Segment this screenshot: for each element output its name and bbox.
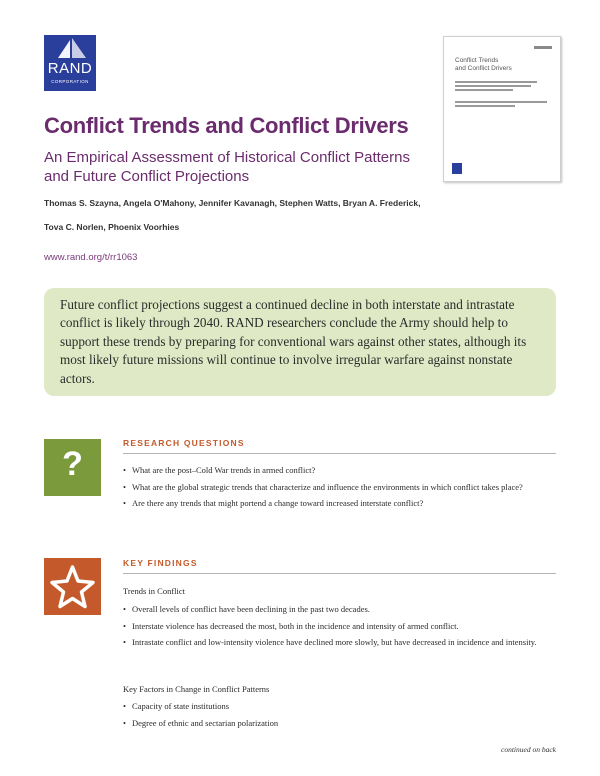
cover-thumbnail (443, 36, 561, 182)
thumbnail-text-line (455, 85, 531, 87)
report-url-link[interactable]: www.rand.org/t/rr1063 (44, 252, 138, 263)
star-icon (50, 564, 95, 609)
thumbnail-text-line (455, 105, 515, 107)
author-list (44, 191, 444, 239)
findings-badge (44, 558, 101, 615)
research-questions-list (123, 465, 556, 515)
list-item: • Are there any trends that might portend a change toward increased interstate conflict? (123, 498, 556, 510)
list-item: • Degree of ethnic and sectarian polarization (123, 718, 556, 730)
list-item: • Intrastate conflict and low-intensity violence have declined more slowly, but have decreased in incidence and intensity. (123, 637, 556, 649)
subtitle-line2: and Future Conflict Projections (44, 168, 250, 185)
continued-note: continued on back (501, 745, 556, 754)
key-findings-heading: KEY FINDINGS (123, 558, 556, 574)
question-mark-icon: ? (62, 445, 83, 483)
authors-line1: Thomas S. Szayna, Angela O'Mahony, Jennifer Kavanagh, Stephen Watts, Bryan A. Frederick, (44, 198, 421, 208)
page-subtitle (44, 148, 444, 186)
findings-list-factors (123, 701, 556, 734)
subtitle-line1: An Empirical Assessment of Historical Conflict Patterns (44, 149, 410, 166)
thumbnail-text-line (455, 101, 547, 103)
thumbnail-text-line (455, 89, 513, 91)
list-item: • Capacity of state institutions (123, 701, 556, 713)
findings-subhead-factors: Key Factors in Change in Conflict Patterns (123, 684, 270, 694)
thumbnail-logo (452, 163, 462, 174)
question-badge (44, 439, 101, 496)
thumbnail-text-line (455, 81, 537, 83)
findings-subhead-trends: Trends in Conflict (123, 586, 186, 596)
list-item: • What are the post–Cold War trends in armed conflict? (123, 465, 556, 477)
thumbnail-title-line2: and Conflict Drivers (455, 64, 512, 72)
sail-icon (48, 38, 92, 60)
thumbnail-tag (534, 46, 552, 49)
list-item: • Overall levels of conflict have been declining in the past two decades. (123, 604, 556, 616)
logo-word: RAND (47, 60, 93, 77)
summary-box: Future conflict projections suggest a continued decline in both interstate and intrastate conflict is likely through 2040. RAND researchers conclude the Army should help to support these trends by preparing for conventional wars against other states, although its most likely future missions will continue to involve irregular warfare against nonstate actors. (44, 288, 556, 396)
rand-logo (44, 35, 96, 91)
thumbnail-title (455, 57, 555, 72)
page-title: Conflict Trends and Conflict Drivers (44, 113, 409, 138)
thumbnail-title-line1: Conflict Trends (455, 57, 499, 64)
logo-subtext: CORPORATION (51, 79, 89, 84)
research-questions-heading: RESEARCH QUESTIONS (123, 438, 556, 454)
authors-line2: Tova C. Norlen, Phoenix Voorhies (44, 222, 180, 232)
findings-list-trends (123, 604, 556, 654)
list-item: • Interstate violence has decreased the most, both in the incidence and intensity of armed conflict. (123, 621, 556, 633)
list-item: • What are the global strategic trends that characterize and influence the environments in which conflict takes place? (123, 482, 556, 494)
